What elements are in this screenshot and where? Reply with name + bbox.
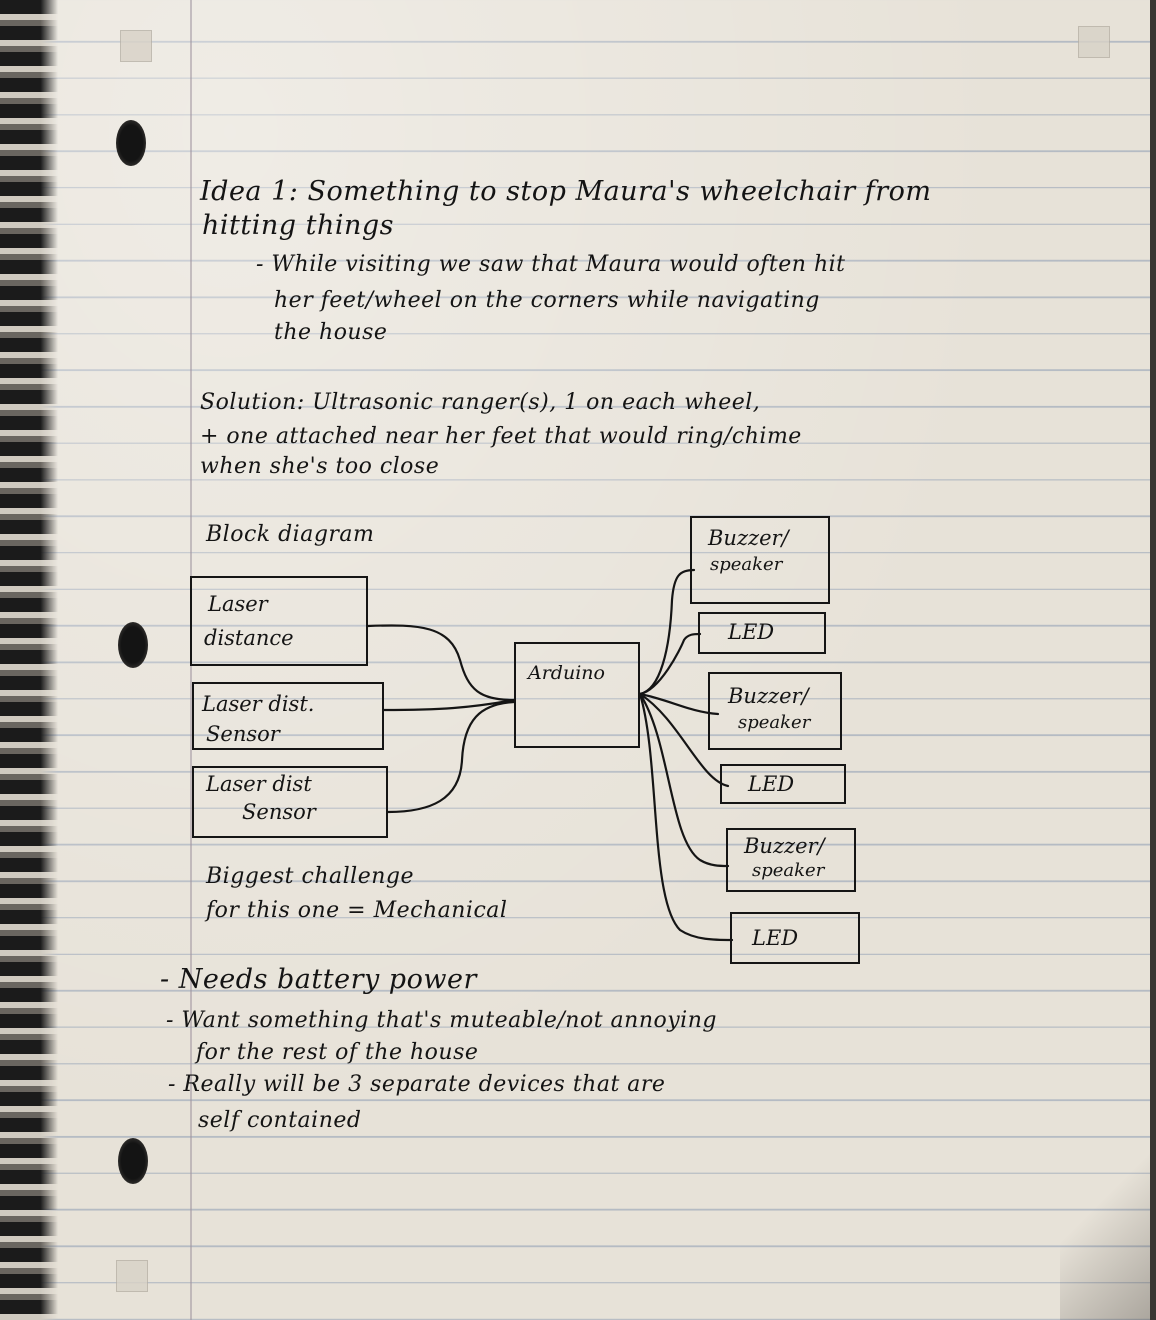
challenge-line: for this one = Mechanical: [206, 898, 508, 923]
sensor-2-label: Sensor: [206, 722, 280, 746]
bullet-line: - Really will be 3 separate devices that are: [168, 1072, 666, 1097]
arduino-box: [514, 642, 640, 748]
idea-title: Idea 1: Something to stop Maura's wheelchair from: [200, 176, 932, 207]
sensor-box-1: [190, 576, 368, 666]
led-3-label: LED: [752, 926, 799, 950]
buzzer-3-label: Buzzer/: [744, 834, 825, 858]
arduino-label: Arduino: [528, 662, 605, 684]
sensor-3-label: Sensor: [242, 800, 316, 824]
sensor-1-label: Laser: [208, 592, 268, 616]
sensor-1-label: distance: [204, 626, 294, 650]
bullet-line: - Want something that's muteable/not annoying: [166, 1008, 717, 1033]
solution-line: when she's too close: [200, 454, 440, 479]
buzzer-1-label: Buzzer/: [708, 526, 789, 550]
challenge-line: Biggest challenge: [206, 864, 414, 889]
buzzer-1-label: speaker: [710, 554, 783, 575]
solution-line: Solution: Ultrasonic ranger(s), 1 on each wheel,: [200, 390, 761, 415]
sensor-3-label: Laser dist: [206, 772, 312, 796]
block-diagram-heading: Block diagram: [206, 522, 375, 547]
buzzer-2-label: speaker: [738, 712, 811, 733]
led-1-label: LED: [728, 620, 775, 644]
buzzer-2-label: Buzzer/: [728, 684, 809, 708]
observation-line: - While visiting we saw that Maura would often hit: [256, 252, 846, 277]
led-2-label: LED: [748, 772, 795, 796]
bullet-line: - Needs battery power: [160, 964, 477, 995]
observation-line: the house: [274, 320, 388, 345]
idea-title-cont: hitting things: [202, 210, 395, 241]
solution-line: + one attached near her feet that would ring/chime: [200, 424, 802, 449]
bullet-line-cont: self contained: [198, 1108, 362, 1133]
observation-line: her feet/wheel on the corners while navigating: [274, 288, 820, 313]
bullet-line-cont: for the rest of the house: [196, 1040, 479, 1065]
sensor-2-label: Laser dist.: [202, 692, 315, 716]
buzzer-3-label: speaker: [752, 860, 825, 881]
